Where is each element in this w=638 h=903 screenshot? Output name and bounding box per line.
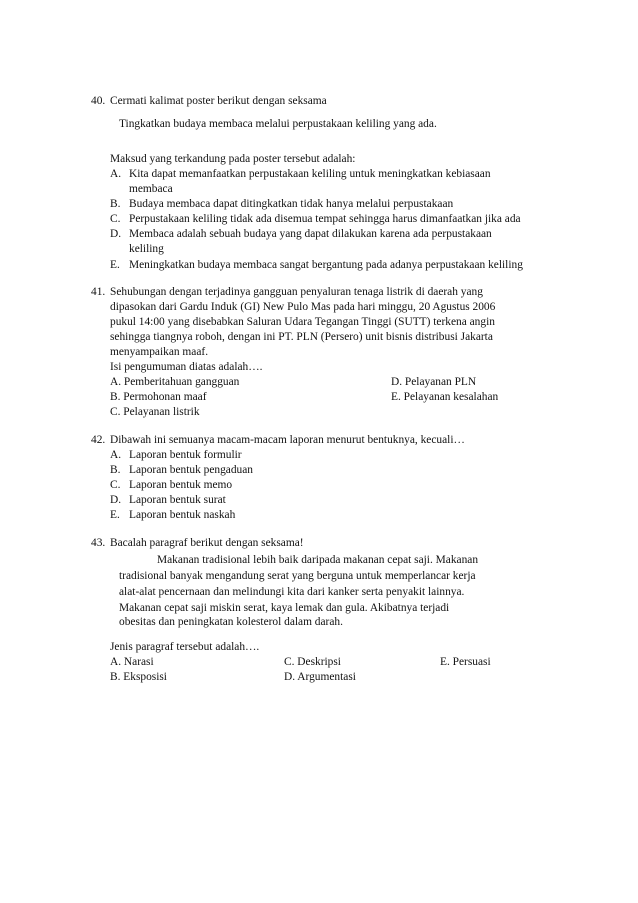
- option-text: Meningkatkan budaya membaca sangat bergantung pada adanya perpustakaan keliling: [129, 259, 523, 271]
- option-d: D. Argumentasi: [284, 671, 356, 683]
- question-prompt: Cermati kalimat poster berikut dengan seksama: [110, 95, 327, 107]
- option-letter: C.: [110, 213, 121, 225]
- option-a: A. Narasi: [110, 656, 154, 668]
- option-text: Kita dapat memanfaatkan perpustakaan keliling untuk meningkatkan kebiasaan: [129, 168, 491, 180]
- option-letter: A.: [110, 168, 122, 180]
- option-b: B. Permohonan maaf: [110, 391, 207, 403]
- option-letter: D.: [110, 494, 122, 506]
- passage-line: sehingga tiangnya roboh, dengan ini PT. PLN (Persero) unit bisnis distribusi Jakarta: [110, 331, 493, 343]
- paragraph-line: tradisional banyak mengandung serat yang berguna untuk memperlancar kerja: [119, 570, 476, 582]
- option-e: E. Persuasi: [440, 656, 491, 668]
- question-number: 40.: [91, 95, 106, 107]
- passage-line: Sehubungan dengan terjadinya gangguan penyaluran tenaga listrik di daerah yang: [110, 286, 483, 298]
- question-number: 42.: [91, 434, 106, 446]
- poster-sentence: Tingkatkan budaya membaca melalui perpustakaan keliling yang ada.: [119, 118, 437, 130]
- option-e: E. Pelayanan kesalahan: [391, 391, 499, 403]
- question-prompt: Bacalah paragraf berikut dengan seksama!: [110, 537, 304, 549]
- option-text-continued: membaca: [129, 183, 173, 195]
- question-number: 43.: [91, 537, 106, 549]
- option-a: A. Pemberitahuan gangguan: [110, 376, 240, 388]
- option-b: B. Eksposisi: [110, 671, 167, 683]
- question-prompt: Dibawah ini semuanya macam-macam laporan menurut bentuknya, kecuali…: [110, 434, 465, 446]
- passage-line: dipasokan dari Gardu Induk (GI) New Pulo Mas pada hari minggu, 20 Agustus 2006: [110, 301, 496, 313]
- passage-line: pukul 14:00 yang disebabkan Saluran Udara Tegangan Tinggi (SUTT) terkena angin: [110, 316, 495, 328]
- option-letter: D.: [110, 228, 122, 240]
- option-text: Laporan bentuk formulir: [129, 449, 242, 461]
- option-text: Perpustakaan keliling tidak ada disemua tempat sehingga harus dimanfaatkan jika ada: [129, 213, 521, 225]
- paragraph-line: obesitas dan peningkatan kolesterol dalam darah.: [119, 616, 343, 628]
- option-text: Membaca adalah sebuah budaya yang dapat dilakukan karena ada perpustakaan: [129, 228, 492, 240]
- option-d: D. Pelayanan PLN: [391, 376, 477, 388]
- paragraph-line: alat-alat pencernaan dan melindungi kita dari kanker serta penyakit lainnya.: [119, 586, 465, 598]
- option-text-continued: keliling: [129, 243, 164, 255]
- option-letter: A.: [110, 449, 122, 461]
- question-text: Maksud yang terkandung pada poster tersebut adalah:: [110, 153, 356, 165]
- question-number: 41.: [91, 286, 106, 298]
- question-text: Jenis paragraf tersebut adalah….: [110, 641, 260, 653]
- question-text: Isi pengumuman diatas adalah….: [110, 361, 263, 373]
- option-text: Laporan bentuk naskah: [129, 509, 236, 521]
- option-c: C. Deskripsi: [284, 656, 341, 668]
- option-text: Laporan bentuk memo: [129, 479, 233, 491]
- option-text: Laporan bentuk surat: [129, 494, 226, 506]
- option-letter: E.: [110, 509, 120, 521]
- option-letter: B.: [110, 464, 121, 476]
- passage-line: menyampaikan maaf.: [110, 346, 209, 358]
- option-letter: B.: [110, 198, 121, 210]
- option-letter: E.: [110, 259, 120, 271]
- option-letter: C.: [110, 479, 121, 491]
- paragraph-line: Makanan tradisional lebih baik daripada makanan cepat saji. Makanan: [157, 554, 479, 566]
- option-text: Laporan bentuk pengaduan: [129, 464, 253, 476]
- paragraph-line: Makanan cepat saji miskin serat, kaya lemak dan gula. Akibatnya terjadi: [119, 602, 450, 614]
- option-text: Budaya membaca dapat ditingkatkan tidak hanya melalui perpustakaan: [129, 198, 454, 210]
- option-c: C. Pelayanan listrik: [110, 406, 200, 418]
